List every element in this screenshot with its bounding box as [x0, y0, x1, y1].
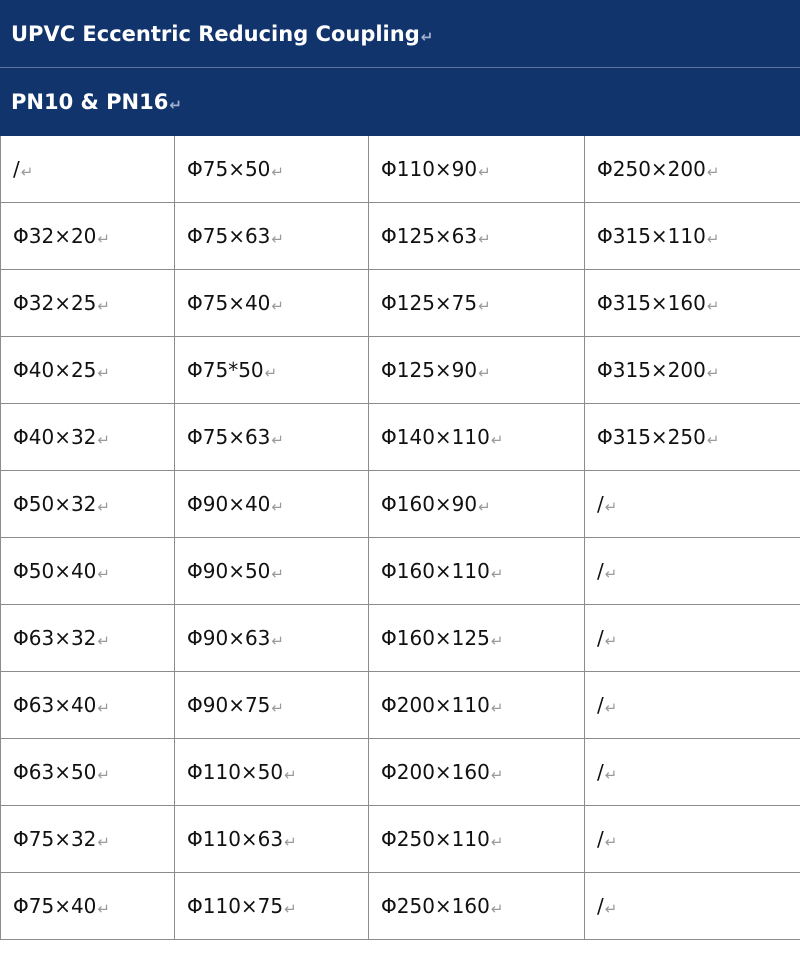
table-row: [1, 873, 800, 940]
paragraph-mark-icon: ↵: [604, 498, 618, 516]
table-cell: [175, 806, 369, 873]
table-cell: [369, 136, 585, 203]
paragraph-mark-icon: ↵: [284, 900, 297, 918]
table-row: [1, 270, 800, 337]
table-cell: [585, 605, 800, 672]
table-cell: [585, 739, 800, 806]
paragraph-mark-icon: ↵: [97, 565, 110, 583]
cell-value: Φ250×160: [381, 894, 490, 918]
cell-value: /: [597, 894, 604, 918]
cell-value: Φ63×50: [13, 760, 97, 784]
table-cell: [585, 672, 800, 739]
paragraph-mark-icon: ↵: [604, 565, 618, 583]
table-cell: [175, 136, 369, 203]
cell-value: Φ75×63: [187, 425, 271, 449]
cell-value: Φ32×25: [13, 291, 97, 315]
table-body: [1, 136, 800, 940]
cell-value: Φ75×32: [13, 827, 97, 851]
cell-value: Φ125×63: [381, 224, 478, 248]
table-row: [1, 806, 800, 873]
table-subtitle: PN10 & PN16: [11, 89, 169, 114]
table-subtitle-cell: [1, 68, 800, 136]
table-cell: [585, 873, 800, 940]
cell-value: Φ50×32: [13, 492, 97, 516]
paragraph-mark-icon: ↵: [271, 498, 284, 516]
table-cell: [585, 203, 800, 270]
cell-value: Φ110×50: [187, 760, 284, 784]
cell-value: Φ110×63: [187, 827, 284, 851]
cell-value: Φ200×160: [381, 760, 490, 784]
paragraph-mark-icon: ↵: [97, 632, 110, 650]
table-cell: [369, 471, 585, 538]
table-cell: [175, 203, 369, 270]
cell-value: Φ90×50: [187, 559, 271, 583]
table-cell: [1, 471, 175, 538]
table-row: [1, 672, 800, 739]
table-row: [1, 471, 800, 538]
cell-value: Φ110×90: [381, 157, 478, 181]
paragraph-mark-icon: ↵: [706, 431, 720, 449]
cell-value: Φ250×110: [381, 827, 490, 851]
paragraph-mark-icon: ↵: [271, 632, 284, 650]
cell-value: Φ160×125: [381, 626, 490, 650]
cell-value: /: [597, 626, 604, 650]
cell-value: Φ90×40: [187, 492, 271, 516]
paragraph-mark-icon: ↵: [271, 297, 284, 315]
paragraph-mark-icon: ↵: [97, 900, 110, 918]
table-cell: [369, 605, 585, 672]
table-cell: [1, 404, 175, 471]
table-cell: [1, 739, 175, 806]
table-cell: [1, 136, 175, 203]
paragraph-mark-icon: ↵: [490, 565, 504, 583]
paragraph-mark-icon: ↵: [604, 632, 618, 650]
table-cell: [369, 203, 585, 270]
table-cell: [369, 337, 585, 404]
paragraph-mark-icon: ↵: [706, 364, 720, 382]
cell-value: /: [597, 492, 604, 516]
table-cell: [1, 203, 175, 270]
paragraph-mark-icon: ↵: [271, 699, 284, 717]
table-cell: [1, 806, 175, 873]
paragraph-mark-icon: ↵: [271, 565, 284, 583]
cell-value: Φ250×200: [597, 157, 706, 181]
cell-value: Φ315×250: [597, 425, 706, 449]
paragraph-mark-icon: ↵: [97, 699, 110, 717]
table-cell: [1, 873, 175, 940]
cell-value: Φ315×160: [597, 291, 706, 315]
paragraph-mark-icon: ↵: [490, 833, 504, 851]
table-cell: [369, 873, 585, 940]
cell-value: Φ50×40: [13, 559, 97, 583]
table-row: [1, 404, 800, 471]
table-cell: [175, 672, 369, 739]
paragraph-mark-icon: ↵: [97, 833, 110, 851]
paragraph-mark-icon: ↵: [490, 900, 504, 918]
paragraph-mark-icon: ↵: [604, 766, 618, 784]
table-cell: [369, 806, 585, 873]
paragraph-mark-icon: ↵: [284, 766, 297, 784]
table-row: [1, 203, 800, 270]
paragraph-mark-icon: ↵: [264, 364, 278, 382]
paragraph-mark-icon: ↵: [97, 431, 110, 449]
table-title: UPVC Eccentric Reducing Coupling: [11, 22, 420, 46]
table-cell: [585, 471, 800, 538]
table-cell: [369, 672, 585, 739]
paragraph-mark-icon: ↵: [706, 163, 720, 181]
cell-value: Φ200×110: [381, 693, 490, 717]
table-cell: [1, 337, 175, 404]
paragraph-mark-icon: ↵: [706, 230, 720, 248]
table-cell: [369, 739, 585, 806]
paragraph-mark-icon: ↵: [271, 230, 284, 248]
paragraph-mark-icon: ↵: [284, 833, 297, 851]
table-cell: [175, 605, 369, 672]
cell-value: Φ75*50: [187, 358, 264, 382]
cell-value: Φ160×90: [381, 492, 478, 516]
paragraph-mark-icon: ↵: [706, 297, 720, 315]
cell-value: Φ63×40: [13, 693, 97, 717]
paragraph-mark-icon: ↵: [604, 833, 618, 851]
cell-value: Φ160×110: [381, 559, 490, 583]
paragraph-mark-icon: ↵: [478, 230, 491, 248]
table-cell: [585, 806, 800, 873]
title-row: [1, 1, 800, 68]
table-title-cell: [1, 1, 800, 68]
paragraph-mark-icon: ↵: [604, 900, 618, 918]
paragraph-mark-icon: ↵: [271, 431, 284, 449]
cell-value: /: [597, 693, 604, 717]
table-cell: [369, 538, 585, 605]
cell-value: Φ32×20: [13, 224, 97, 248]
paragraph-mark-icon: ↵: [271, 163, 284, 181]
table-cell: [585, 538, 800, 605]
table-cell: [585, 270, 800, 337]
cell-value: Φ90×63: [187, 626, 271, 650]
table-cell: [175, 270, 369, 337]
table-cell: [585, 136, 800, 203]
cell-value: Φ110×75: [187, 894, 284, 918]
paragraph-mark-icon: ↵: [97, 498, 110, 516]
table-row: [1, 538, 800, 605]
paragraph-mark-icon: ↵: [490, 699, 504, 717]
paragraph-mark-icon: ↵: [490, 766, 504, 784]
paragraph-mark-icon: ↵: [97, 230, 110, 248]
table-cell: [175, 471, 369, 538]
cell-value: /: [597, 559, 604, 583]
cell-value: Φ40×25: [13, 358, 97, 382]
cell-value: /: [13, 157, 20, 181]
paragraph-mark-icon: ↵: [97, 364, 110, 382]
paragraph-mark-icon: ↵: [97, 766, 110, 784]
cell-value: Φ90×75: [187, 693, 271, 717]
paragraph-mark-icon: ↵: [478, 163, 491, 181]
paragraph-mark-icon: ↵: [169, 95, 182, 114]
paragraph-mark-icon: ↵: [20, 163, 34, 181]
table-cell: [1, 672, 175, 739]
paragraph-mark-icon: ↵: [420, 28, 434, 46]
cell-value: /: [597, 760, 604, 784]
paragraph-mark-icon: ↵: [478, 297, 491, 315]
paragraph-mark-icon: ↵: [490, 632, 504, 650]
paragraph-mark-icon: ↵: [478, 364, 491, 382]
table-cell: [585, 404, 800, 471]
table-cell: [369, 404, 585, 471]
paragraph-mark-icon: ↵: [604, 699, 618, 717]
table-row: [1, 739, 800, 806]
table-cell: [1, 605, 175, 672]
cell-value: Φ75×50: [187, 157, 271, 181]
table-row: [1, 605, 800, 672]
paragraph-mark-icon: ↵: [490, 431, 504, 449]
cell-value: Φ125×90: [381, 358, 478, 382]
table-cell: [1, 538, 175, 605]
cell-value: Φ75×40: [13, 894, 97, 918]
table-cell: [175, 739, 369, 806]
cell-value: Φ140×110: [381, 425, 490, 449]
cell-value: Φ75×40: [187, 291, 271, 315]
paragraph-mark-icon: ↵: [478, 498, 491, 516]
cell-value: Φ125×75: [381, 291, 478, 315]
table-cell: [1, 270, 175, 337]
cell-value: Φ63×32: [13, 626, 97, 650]
paragraph-mark-icon: ↵: [97, 297, 110, 315]
table-cell: [175, 873, 369, 940]
cell-value: Φ40×32: [13, 425, 97, 449]
table-cell: [369, 270, 585, 337]
cell-value: Φ315×200: [597, 358, 706, 382]
table-row: [1, 337, 800, 404]
cell-value: /: [597, 827, 604, 851]
cell-value: Φ315×110: [597, 224, 706, 248]
table-cell: [175, 404, 369, 471]
subtitle-row: [1, 68, 800, 136]
cell-value: Φ75×63: [187, 224, 271, 248]
table-cell: [585, 337, 800, 404]
table-cell: [175, 337, 369, 404]
table-cell: [175, 538, 369, 605]
table-row: [1, 136, 800, 203]
